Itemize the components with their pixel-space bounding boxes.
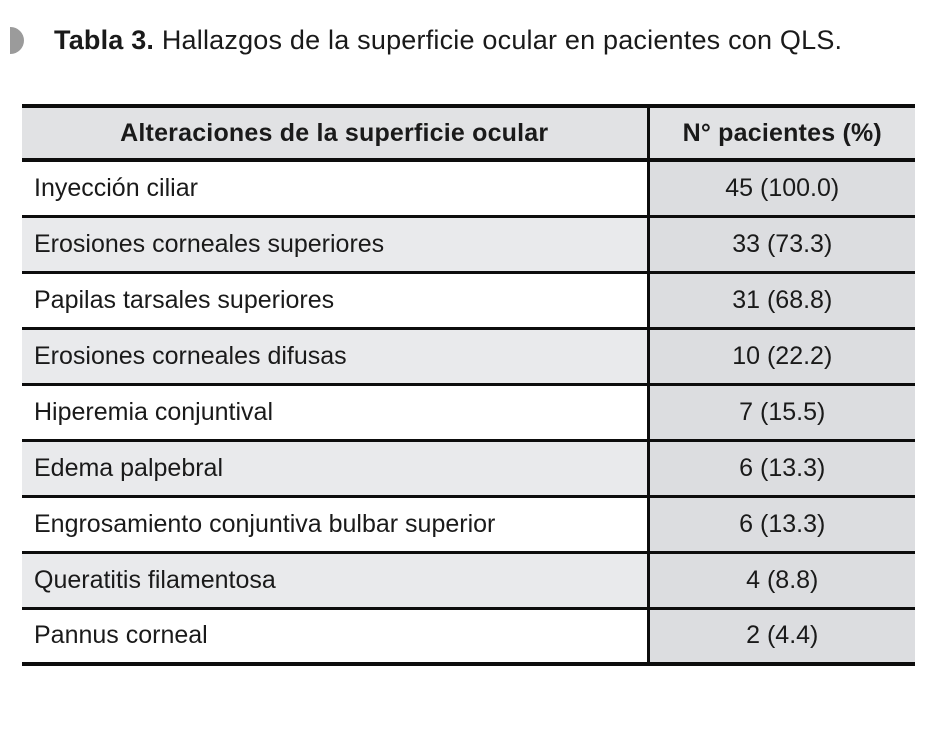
table-row	[22, 328, 915, 384]
table-caption-text: Hallazgos de la superficie ocular en pacientes con QLS.	[161, 24, 843, 55]
finding-cell: Erosiones corneales superiores	[22, 216, 648, 272]
finding-cell: Engrosamiento conjuntiva bulbar superior	[22, 496, 648, 552]
value-cell: 10 (22.2)	[648, 328, 915, 384]
table-row	[22, 384, 915, 440]
finding-cell: Papilas tarsales superiores	[22, 272, 648, 328]
table-row	[22, 552, 915, 608]
table-body	[22, 160, 915, 664]
finding-cell: Pannus corneal	[22, 608, 648, 664]
table-row	[22, 440, 915, 496]
ocular-findings-table	[22, 104, 915, 666]
finding-cell: Queratitis filamentosa	[22, 552, 648, 608]
table-row	[22, 272, 915, 328]
table-row	[22, 216, 915, 272]
table-row	[22, 608, 915, 664]
half-disc-bullet-icon	[10, 27, 24, 54]
value-cell: 4 (8.8)	[648, 552, 915, 608]
column-header-findings: Alteraciones de la superficie ocular	[22, 106, 648, 160]
table-caption-block	[10, 22, 937, 58]
finding-cell: Inyección ciliar	[22, 160, 648, 216]
column-header-patients: N° pacientes (%)	[648, 106, 915, 160]
header-row	[22, 106, 915, 160]
finding-cell: Edema palpebral	[22, 440, 648, 496]
value-cell: 7 (15.5)	[648, 384, 915, 440]
value-cell: 31 (68.8)	[648, 272, 915, 328]
value-cell: 45 (100.0)	[648, 160, 915, 216]
table-row	[22, 496, 915, 552]
value-cell: 33 (73.3)	[648, 216, 915, 272]
finding-cell: Erosiones corneales difusas	[22, 328, 648, 384]
table-caption-label: Tabla 3.	[54, 24, 155, 55]
finding-cell: Hiperemia conjuntival	[22, 384, 648, 440]
value-cell: 2 (4.4)	[648, 608, 915, 664]
table-caption	[54, 25, 842, 56]
value-cell: 6 (13.3)	[648, 496, 915, 552]
table-row	[22, 160, 915, 216]
value-cell: 6 (13.3)	[648, 440, 915, 496]
